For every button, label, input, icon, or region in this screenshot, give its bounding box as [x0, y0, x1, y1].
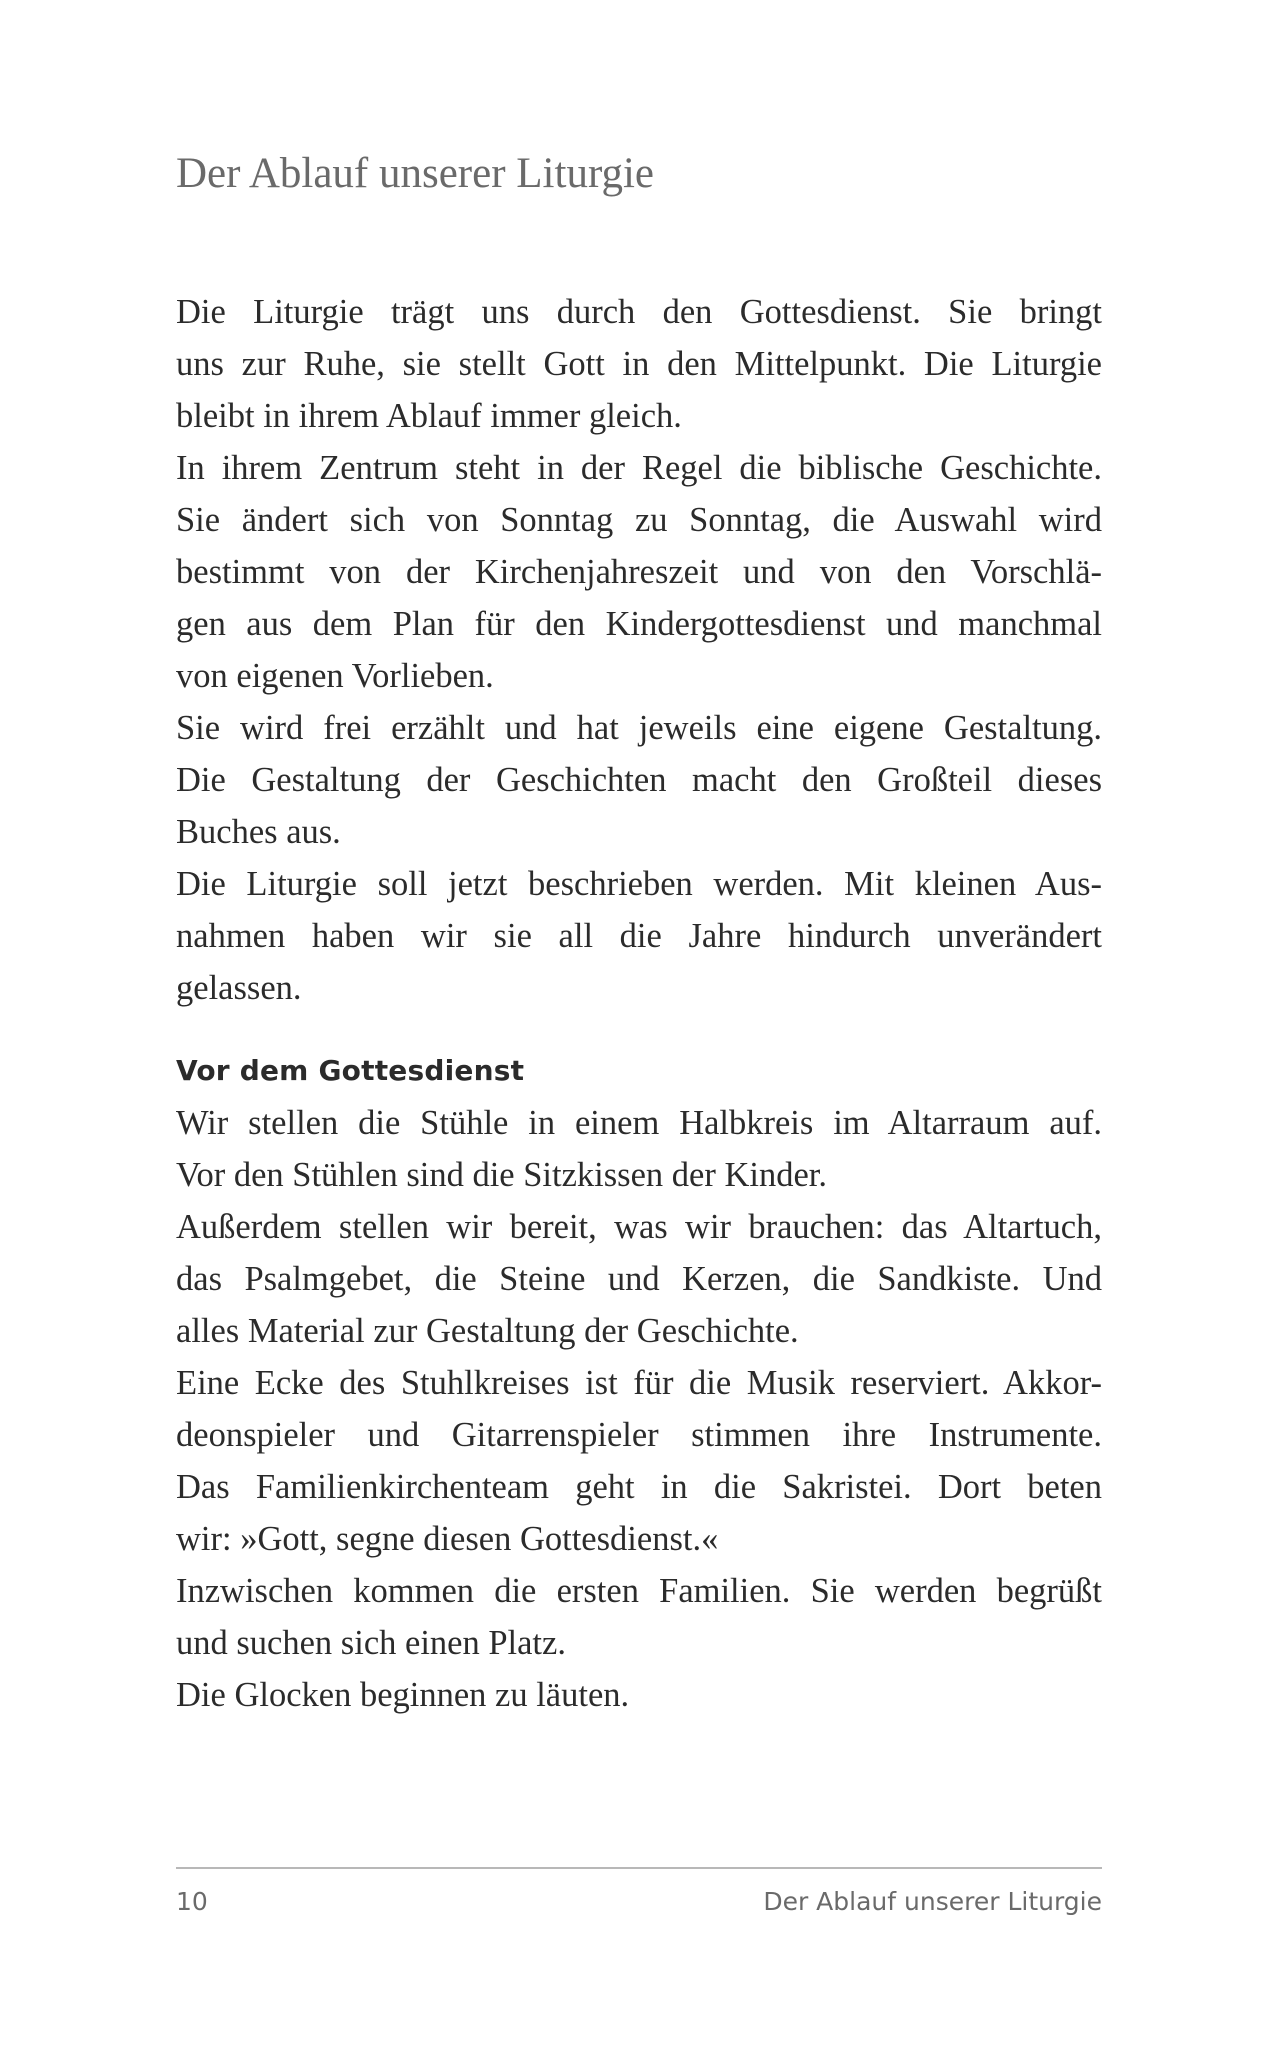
text-line: Inzwischen kommen die ersten Familien. Sie werden begrüßt: [176, 1572, 1102, 1610]
text-line: gen aus dem Plan für den Kindergottesdienst und manchmal: [176, 605, 1102, 643]
section-heading: Vor dem Gottesdienst: [176, 1054, 525, 1087]
text-line: das Psalmgebet, die Steine und Kerzen, die Sandkiste. Und: [176, 1260, 1102, 1298]
text-line: Außerdem stellen wir bereit, was wir brauchen: das Altartuch,: [176, 1208, 1102, 1246]
text-line: Buches aus.: [176, 813, 341, 851]
text-line: Die Liturgie trägt uns durch den Gottesdienst. Sie bringt: [176, 293, 1102, 331]
text-line: Sie ändert sich von Sonntag zu Sonntag, die Auswahl wird: [176, 501, 1102, 539]
text-line: alles Material zur Gestaltung der Geschichte.: [176, 1312, 799, 1350]
text-line: Wir stellen die Stühle in einem Halbkreis im Altarraum auf.: [176, 1104, 1102, 1142]
footer-divider: [176, 1867, 1102, 1869]
text-line: Eine Ecke des Stuhlkreises ist für die Musik reserviert. Akkor-: [176, 1364, 1102, 1402]
text-line: Die Liturgie soll jetzt beschrieben werden. Mit kleinen Aus-: [176, 865, 1102, 903]
page-footer: [176, 1882, 1102, 1922]
text-line: Das Familienkirchenteam geht in die Sakristei. Dort beten: [176, 1468, 1102, 1506]
text-line: Die Glocken beginnen zu läuten.: [176, 1676, 630, 1714]
text-line: und suchen sich einen Platz.: [176, 1624, 566, 1662]
text-line: Die Gestaltung der Geschichten macht den Großteil dieses: [176, 761, 1102, 799]
running-title: Der Ablauf unserer Liturgie: [763, 1887, 1102, 1916]
section-vor-dem-gottesdienst: [176, 1045, 1102, 1721]
text-line: bestimmt von der Kirchenjahreszeit und von den Vorschlä-: [176, 553, 1102, 591]
text-line: von eigenen Vorlieben.: [176, 657, 494, 695]
page-number: 10: [176, 1887, 208, 1916]
text-line: Sie wird frei erzählt und hat jeweils eine eigene Gestaltung.: [176, 709, 1102, 747]
text-line: uns zur Ruhe, sie stellt Gott in den Mittelpunkt. Die Liturgie: [176, 345, 1102, 383]
text-line: Vor den Stühlen sind die Sitzkissen der Kinder.: [176, 1156, 827, 1194]
text-line: wir: »Gott, segne diesen Gottesdienst.«: [176, 1520, 719, 1558]
intro-paragraph: [176, 286, 1102, 1014]
text-line: bleibt in ihrem Ablauf immer gleich.: [176, 397, 682, 435]
chapter-title: Der Ablauf unserer Liturgie: [176, 150, 655, 197]
text-line: deonspieler und Gitarrenspieler stimmen ihre Instrumente.: [176, 1416, 1102, 1454]
text-line: In ihrem Zentrum steht in der Regel die biblische Geschichte.: [176, 449, 1102, 487]
text-line: gelassen.: [176, 969, 302, 1007]
text-line: nahmen haben wir sie all die Jahre hindurch unverändert: [176, 917, 1102, 955]
